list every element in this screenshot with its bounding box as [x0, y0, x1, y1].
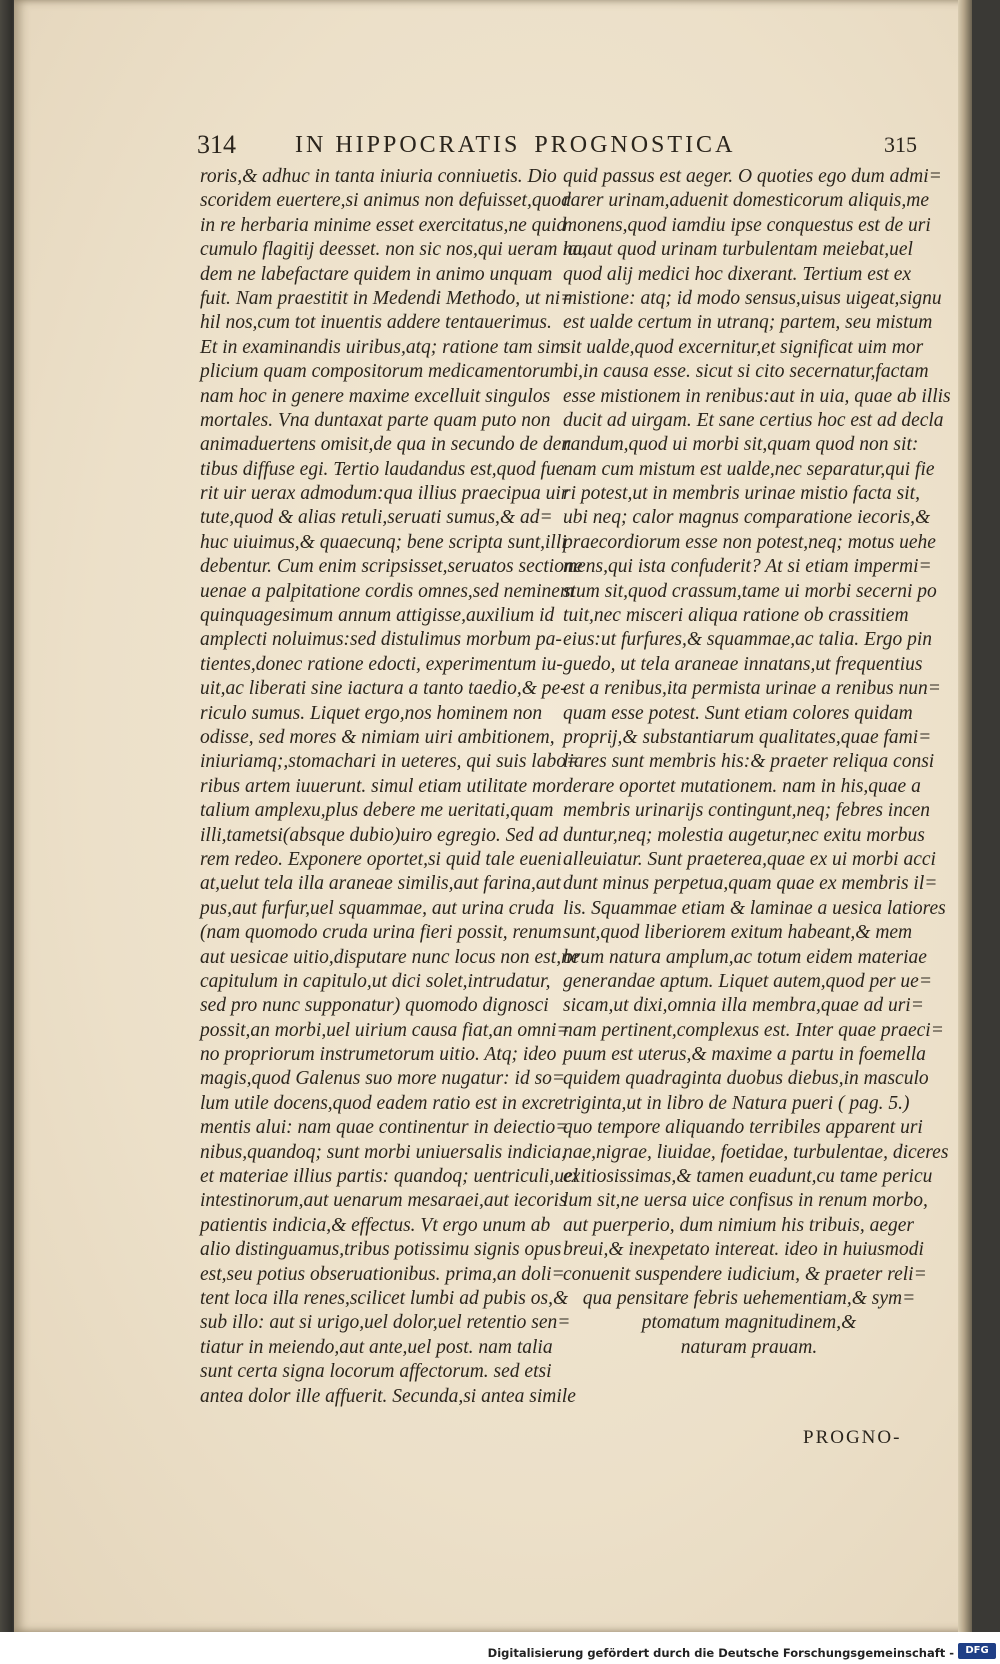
text-line: randum,quod ui morbi sit,quam quod non sit:	[563, 434, 919, 456]
text-line: lum utile docens,quod eadem ratio est in excre	[200, 1092, 564, 1114]
text-line: dunt minus perpetua,quam quae ex membris il=	[563, 873, 938, 895]
text-line: hil nos,cum tot inuentis addere tentauerimus.	[200, 312, 552, 334]
text-line: tent loca illa renes,scilicet lumbi ad pubis os,&	[200, 1287, 569, 1309]
text-line: patientis indicia,& effectus. Vt ergo unum ab	[200, 1214, 551, 1236]
text-line: rem redeo. Exponere oportet,si quid tale eueni	[200, 848, 562, 870]
text-line: huc uiuimus,& quaecunq; bene scripta sunt,illi	[200, 531, 567, 553]
page-edge	[958, 0, 972, 1632]
text-line: quidem quadraginta duobus diebus,in masculo	[563, 1068, 929, 1090]
text-line: pus,aut furfur,uel squammae, aut urina cruda	[200, 897, 555, 919]
text-line: mistione: atq; id modo sensus,uisus uigeat,signu	[563, 287, 942, 309]
text-line: riculo sumus. Liquet ergo,nos hominem non	[200, 702, 543, 724]
text-line: est ualde certum in utranq; partem, seu mistum	[563, 312, 933, 334]
text-line: tiatur in meiendo,aut ante,uel post. nam talia	[200, 1336, 553, 1358]
text-line: at,uelut tela illa araneae similis,aut farina,aut	[200, 873, 561, 895]
text-line: praecordiorum esse non potest,neq; motus uehe	[563, 531, 936, 553]
page-number-right: 315	[884, 132, 917, 157]
text-line: duntur,neq; molestia augetur,nec exitu morbus	[563, 824, 925, 846]
text-line: uenae a palpitatione cordis omnes,sed neminem	[200, 580, 575, 602]
text-line: ribus artem iuuerunt. simul etiam utilitate mor	[200, 775, 564, 797]
text-line: tuit,nec misceri aliqua ratione ob crassitiem	[563, 605, 909, 627]
running-title	[295, 132, 735, 159]
text-line: sit ualde,quod excernitur,et significat uim mor	[563, 336, 924, 358]
text-line: animaduertens omisit,de qua in secundo de den	[200, 434, 571, 456]
text-line: puum est uterus,& maxime a partu in foemella	[563, 1044, 926, 1066]
dfg-logo-text: DFG	[965, 1645, 989, 1656]
text-line: aut uesicae uitio,disputare nunc locus non est,ne	[200, 946, 580, 968]
text-line: ptomatum magnitudinem,&	[641, 1312, 857, 1334]
text-line: naturam prauam.	[680, 1336, 818, 1358]
text-line: liares sunt membris his:& praeter reliqua consi	[563, 751, 935, 773]
text-line: bi,in causa esse. sicut si cito secernatur,factam	[563, 361, 929, 383]
text-line: possit,an morbi,uel uirium causa fiat,an omni=	[200, 1019, 570, 1041]
text-line: iniuriamq;,stomachari in ueteres, qui suis labo=	[200, 751, 580, 773]
dfg-logo	[958, 1643, 996, 1659]
text-line: membris urinarijs contingunt,neq; febres incen	[563, 800, 931, 822]
page-number-left: 314	[197, 130, 236, 159]
text-line: ri potest,ut in membris urinae mistio facta sit,	[563, 483, 920, 505]
text-line: quam esse potest. Sunt etiam colores quidam	[563, 702, 913, 724]
text-line: sunt,quod liberiorem exitum habeant,& mem	[563, 922, 913, 944]
text-line: nam cum mistum est ualde,nec separatur,qui fie	[563, 458, 935, 480]
text-line: roris,& adhuc in tanta iniuria conniuetis. Dio	[200, 166, 557, 187]
text-line: mortales. Vna duntaxat parte quam puto non	[200, 409, 551, 431]
text-line: ducit ad uirgam. Et sane certius hoc est ad decla	[563, 409, 944, 431]
text-line: talium amplexu,plus debere me ueritati,quam	[200, 800, 554, 822]
text-line: mens,qui ista confuderit? At si etiam impermi=	[563, 556, 932, 578]
text-line: magis,quod Galenus suo more nugatur: id so=	[200, 1068, 566, 1090]
text-line: quo tempore aliquando terribiles apparent uri	[563, 1117, 923, 1139]
text-line: uit,ac liberati sine iactura a tanto taedio,& pe-	[200, 678, 567, 700]
text-line: illi,tametsi(absque dubio)uiro egregio. Sed ad	[200, 824, 559, 846]
text-line: antea dolor ille affuerit. Secunda,si antea simile	[200, 1385, 576, 1407]
right-text-column	[563, 165, 951, 1360]
text-line: brum natura amplum,ac totum eidem materiae	[563, 946, 927, 968]
text-line: rit uir uerax admodum:qua illius praecipua uir	[200, 483, 569, 505]
text-line: tute,quod & alias retuli,seruati sumus,& ad=	[200, 507, 553, 529]
text-line: aut puerperio, dum nimium his tribuis, aeger	[563, 1214, 914, 1236]
text-line: lum sit,ne uersa uice confisus in renum morbo,	[563, 1190, 928, 1212]
text-line: fuit. Nam praestitit in Medendi Methodo, ut ni=	[200, 287, 574, 309]
text-line: qua pensitare febris uehementiam,& sym=	[582, 1287, 916, 1309]
text-line: sub illo: aut si urigo,uel dolor,uel retentio sen=	[200, 1312, 571, 1334]
text-line: rarer urinam,aduenit domesticorum aliquis,me	[563, 190, 929, 212]
text-line: esse mistionem in renibus:aut in uia, quae ab illis	[563, 385, 951, 407]
left-text-column	[200, 165, 588, 1409]
text-line: alleuiatur. Sunt praeterea,quae ex ui morbi acci	[563, 848, 936, 870]
text-line: generandae aptum. Liquet autem,quod per ue=	[563, 970, 932, 992]
text-line: et materiae illius partis: quandoq; uentriculi,uel	[200, 1166, 579, 1188]
text-line: eius:ut furfures,& squammae,ac talia. Ergo pin	[563, 629, 933, 651]
text-line: na,aut quod urinam turbulentam meiebat,uel	[563, 239, 913, 261]
text-line: stum sit,quod crassum,tame ui morbi secerni po	[563, 580, 937, 602]
text-line: dem ne labefactare quidem in animo unquam	[200, 263, 553, 285]
text-line: scoridem euertere,si animus non defuisset,quod	[200, 190, 571, 212]
text-line: monens,quod iamdiu ipse conquestus est de uri	[563, 214, 931, 236]
text-line: nam pertinent,complexus est. Inter quae praeci=	[563, 1019, 944, 1041]
text-line: guedo, ut tela araneae innatans,ut frequentius	[563, 653, 923, 675]
text-line: exitiosissimas,& tamen euadunt,cu tame pericu	[563, 1166, 933, 1188]
text-line: plicium quam compositorum medicamentorum.	[200, 361, 569, 383]
text-line: in re herbaria minime esset exercitatus,ne quid	[200, 214, 567, 236]
text-line: no propriorum instrumetorum uitio. Atq; ideo	[200, 1044, 557, 1066]
text-line: odisse, sed mores & nimiam uiri ambitionem,	[200, 726, 555, 748]
text-line: intestinorum,aut uenarum mesaraei,aut iecoris	[200, 1190, 567, 1212]
text-line: amplecti noluimus:sed distulimus morbum pa-	[200, 629, 562, 651]
running-head	[197, 128, 933, 162]
text-line: nibus,quandoq; sunt morbi uniuersalis indicia,	[200, 1141, 567, 1163]
text-line: quinquagesimum annum attigisse,auxilium id	[200, 605, 555, 627]
text-line: proprij,& substantiarum qualitates,quae fami=	[563, 726, 932, 748]
running-title-part2: PROGNOSTICA	[534, 132, 736, 158]
text-line: breui,& inexpetato intereat. ideo in huiusmodi	[563, 1239, 924, 1261]
text-line: est,seu potius obseruationibus. prima,an doli=	[200, 1263, 565, 1285]
text-line: capitulum in capitulo,ut dici solet,intrudatur,	[200, 970, 551, 992]
text-line: sed pro nunc supponatur) quomodo dignosci	[200, 995, 549, 1017]
text-line: debentur. Cum enim scripsisset,seruatos sectione	[200, 556, 583, 578]
text-line: cumulo flagitij deesset. non sic nos,qui ueram lau	[200, 239, 588, 261]
text-line: triginta,ut in libro de Natura pueri ( pag. 5.)	[563, 1092, 910, 1114]
text-line: nae,nigrae, liuidae, foetidae, turbulentae, diceres	[563, 1141, 949, 1163]
text-line: mentis alui: nam quae continentur in deiectio=	[200, 1117, 569, 1139]
text-line: tibus diffuse egi. Tertio laudandus est,quod fue	[200, 458, 565, 480]
text-line: sunt certa signa locorum affectorum. sed etsi	[200, 1361, 552, 1383]
text-line: nam hoc in genere maxime excelluit singulos	[200, 385, 551, 407]
text-line: est a renibus,ita permista urinae a renibus nun=	[563, 678, 941, 700]
catchword: PROGNO-	[803, 1427, 902, 1448]
text-line: ubi neq; calor magnus comparatione iecoris,&	[563, 507, 931, 529]
text-line: tientes,donec ratione edocti, experimentum iu-	[200, 653, 563, 675]
text-line: Et in examinandis uiribus,atq; ratione tam sim	[200, 336, 565, 358]
text-line: lis. Squammae etiam & laminae a uesica latiores	[563, 897, 946, 919]
text-line: conuenit suspendere iudicium, & praeter reli=	[563, 1263, 927, 1285]
running-title-part1: IN HIPPOCRATIS	[295, 132, 521, 158]
funding-credit: Digitalisierung gefördert durch die Deutsche Forschungsgemeinschaft -	[487, 1646, 954, 1660]
text-line: quod alij medici hoc dixerant. Tertium est ex	[563, 263, 912, 285]
text-line: alio distinguamus,tribus potissimu signis opus	[200, 1239, 562, 1261]
text-line: (nam quomodo cruda urina fieri possit, renum	[200, 922, 562, 944]
text-line: sicam,ut dixi,omnia illa membra,quae ad uri=	[563, 995, 924, 1017]
text-line: derare oportet mutationem. nam in his,quae a	[563, 775, 921, 797]
text-line: quid passus est aeger. O quoties ego dum admi=	[563, 166, 942, 187]
